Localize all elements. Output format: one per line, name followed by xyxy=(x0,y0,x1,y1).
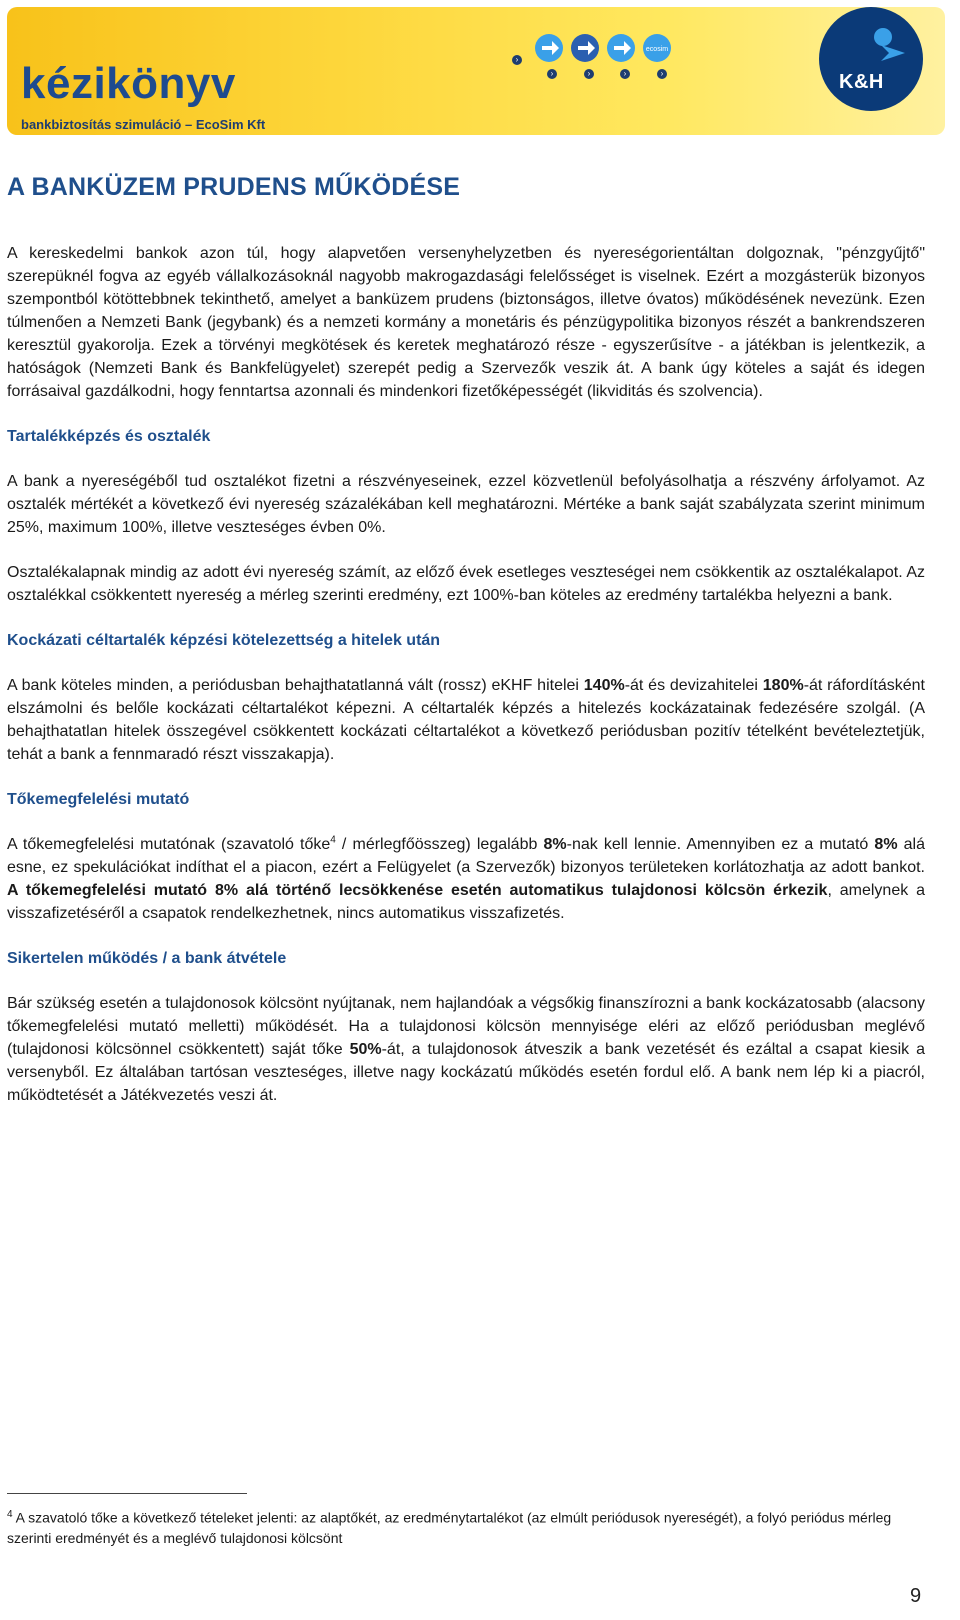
dividend-paragraph-2: Osztalékalapnak mindig az adott évi nyereség számít, az előző évek esetleges veszteségei nem csökkentik az osztalékalapot. Az osztalékkal csökkentett nyereség a mérleg szerinti eredmény, ezt 100%-ban köteles az eredmény tartalékba helyezni a bank. xyxy=(7,564,925,604)
footnote xyxy=(7,1505,907,1548)
document-body xyxy=(7,160,925,1107)
dividend-paragraph-1: A bank a nyereségéből tud osztalékot fizetni a részvényeseinek, ezzel közvetlenül befolyásolhatja a részvény árfolyamot. Az osztalék mértékét a következő évi nyereség százalékában kell meghatározni. Mértéke a bank saját szabályzata szerint minimum 25%, maximum 100%, illetve veszteséges évben 0%. xyxy=(7,473,925,536)
capital-rule-bold: A tőkemegfelelési mutató 8% alá történő lecsökkenése esetén automatikus tulajdonosi kölcsön érkezik xyxy=(7,882,828,899)
takeover-paragraph: Bár szükség esetén a tulajdonosok kölcsönt nyújtanak, nem hajlandóak a végsőkig finanszírozni a bank kockázatosabb (alacsony tőkemegfelelési mutató melletti) működését. Ha a tulajdonosi kölcsön mennyisége eléri az előző periódusban meglévő (tulajdonosi kölcsönnel csökkentett) saját tőke 50%-át, a tulajdonosok átveszik a bank vezetését és ezáltal a csapat kiesik a versenyből. Ez általában tartósan veszteséges, illetve nagy kockázatú működés esetén fordul elő. A bank nem lép ki a piacról, működtetését a Játékvezetés veszi át. xyxy=(7,995,926,1104)
nav-strip xyxy=(512,29,692,79)
page-header xyxy=(7,7,945,135)
bullet-icon: › xyxy=(657,69,667,79)
arrow-right-icon[interactable] xyxy=(570,33,600,63)
section-heading-takeover: Sikertelen működés / a bank átvétele xyxy=(7,950,287,967)
bullet-icon: › xyxy=(620,69,630,79)
provision-rate-ekhf: 140% xyxy=(583,677,625,694)
arrow-right-icon[interactable] xyxy=(606,33,636,63)
footnote-marker[interactable]: 4 xyxy=(330,834,336,846)
arrow-right-icon[interactable] xyxy=(534,33,564,63)
bullet-icon: › xyxy=(584,69,594,79)
footnote-divider xyxy=(7,1493,247,1494)
ecosim-tag: ecosim xyxy=(645,46,669,53)
bullet-icon: › xyxy=(547,69,557,79)
page-number: 9 xyxy=(910,1585,922,1607)
document-title: A BANKÜZEM PRUDENS MŰKÖDÉSE xyxy=(7,173,461,201)
bullet-icon: › xyxy=(512,55,522,65)
provision-rate-fx: 180% xyxy=(762,677,804,694)
section-heading-capital: Tőkemegfelelési mutató xyxy=(7,791,190,808)
ecosim-badge-icon[interactable] xyxy=(642,33,672,63)
provision-paragraph: A bank köteles minden, a periódusban behajthatatlanná vált (rossz) eKHF hitelei 140%-át és devizahitelei 180%-át ráfordításként elszámolni és belőle kockázati céltartalékot képezni. A céltartalék képzés a hitelezés kockázatainak fedezésére szolgál. (A behajthatatlan hitelek összegével csökkentett kockázati céltartalékot a következő periódusban pozitív tételként bevételeztetjük, tehát a bank a fennmaradó részt visszakapja). xyxy=(7,677,925,763)
capital-threshold: 8% xyxy=(543,836,567,853)
takeover-threshold: 50% xyxy=(349,1041,382,1058)
section-heading-dividend: Tartalékképzés és osztalék xyxy=(7,428,211,445)
capital-paragraph: A tőkemegfelelési mutatónak (szavatoló tőke$^4$ / mérlegfőösszeg) legalább 8%-nak kell lennie. Amennyiben ez a mutató 8% alá esne, ez spekulációkat indíthat el a piacon, ezért a Felügyelet (a Szervezők) bizonyos területeken korlátozhatja az adott bankot. A tőkemegfelelési mutató 8% alá történő lecsökkenése esetén automatikus tulajdonosi kölcsön érkezik, amelynek a visszafizetéséről a csapatok rendelkezhetnek, nincs automatikus visszafizetés. xyxy=(7,834,926,922)
brand-subtitle: bankbiztosítás szimuláció – EcoSim Kft xyxy=(21,117,266,132)
logo-text: K&H xyxy=(839,71,884,93)
footnote-text: A szavatoló tőke a következő tételeket jelenti: az alaptőkét, az eredménytartalékot (az elmúlt periódusok nyereségét), a folyó periódus mérleg szerinti eredményét és a meglévő tulajdonosi kölcsönt xyxy=(7,1509,892,1546)
brand-title: kézikönyv xyxy=(21,59,236,108)
footnote-number: 4 xyxy=(7,1509,13,1520)
intro-paragraph: A kereskedelmi bankok azon túl, hogy alapvetően versenyhelyzetben és nyereségorientáltan dolgoznak, "pénzgyűjtő" szerepüknél fogva az egyéb vállalkozásoknál nagyobb makrogazdasági felelősséget is viselnek. Ezért a mozgásterük bizonyos szempontból kötöttebbnek tekinthető, amelyet a banküzem prudens (biztonságos, illetve óvatos) működésének nevezünk. Ezen túlmenően a Nemzeti Bank (jegybank) és a nemzeti kormány a monetáris és pénzügypolitika bizonyos részét a bankrendszeren keresztül gyakorolja. Ezek a törvényi megkötések és keretek meghatározó része - egyszerűsítve - a játékban is jelentkezik, a hatóságok (Nemzeti Bank és Bankfelügyelet) szerepét pedig a Szervezők veszik át. A bank úgy köteles a saját és idegen forrásaival gazdálkodni, hogy fenntartsa azonnali és mindenkori fizetőképességét (likviditás és szolvencia). xyxy=(7,245,925,400)
kh-logo xyxy=(813,7,923,117)
section-heading-provision: Kockázati céltartalék képzési kötelezettség a hitelek után xyxy=(7,632,441,649)
capital-threshold-2: 8% xyxy=(874,836,898,853)
